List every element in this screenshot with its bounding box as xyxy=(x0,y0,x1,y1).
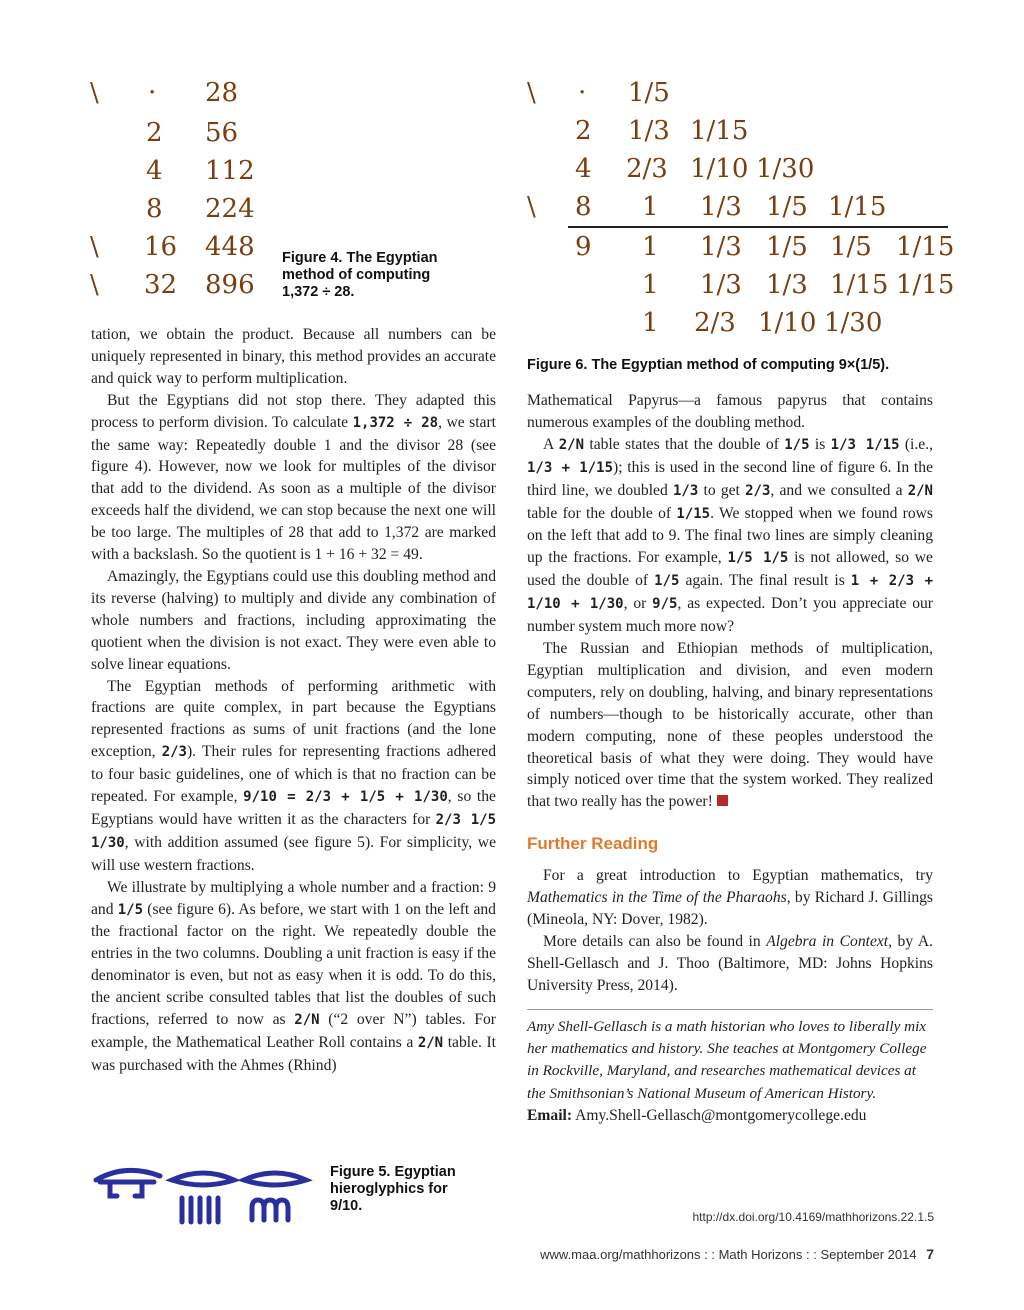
fig5-caption-line: 9/10. xyxy=(330,1198,363,1214)
text: to get xyxy=(698,481,746,499)
math: 2/N xyxy=(907,482,933,499)
text: , or xyxy=(623,595,653,613)
fig4-caption-line: 1,372 ÷ 28. xyxy=(282,284,355,300)
text: by A. Shell-Gellasch and J. Thoo (Baltimore, MD: Johns Hopkins University Press, 2014). xyxy=(527,932,933,994)
fig4-mark: \ xyxy=(90,232,99,262)
paragraph xyxy=(91,390,496,566)
fig6-cell: 1/3 xyxy=(700,232,742,262)
math: 1/3 1/15 xyxy=(830,436,900,453)
fig6-cell: 1/3 xyxy=(766,270,808,300)
fig6-cell: 1/3 xyxy=(700,192,742,222)
page-number: 7 xyxy=(926,1246,934,1262)
fig6-cell: 1 xyxy=(642,192,659,222)
math: 1,372 ÷ 28 xyxy=(352,414,439,431)
fig6-cell: 1 xyxy=(642,308,659,338)
text: is xyxy=(809,435,831,453)
paragraph xyxy=(527,434,933,638)
doi-link[interactable]: http://dx.doi.org/10.4169/mathhorizons.22.1.5 xyxy=(692,1210,934,1224)
fig6-left: 9 xyxy=(575,232,592,262)
text: is not allowed, so we used the double of xyxy=(527,549,933,590)
text: A xyxy=(543,435,559,453)
fig6-left: 8 xyxy=(575,192,592,222)
math: 2/3 1/5 1/30 xyxy=(91,811,496,851)
fig6-cell: 1/15 xyxy=(828,192,887,222)
fig4-left: 32 xyxy=(144,270,178,300)
fig4-left: 8 xyxy=(146,194,163,224)
fig4-right: 56 xyxy=(205,118,239,148)
text: , with addition assumed (see figure 5). For simplicity, we will use western fractions. xyxy=(91,833,496,874)
fig6-cell: 1/5 xyxy=(830,232,872,262)
fig5-caption xyxy=(330,1164,490,1215)
reference xyxy=(527,931,933,997)
fig4-left: 4 xyxy=(146,156,163,186)
fig4-right: 896 xyxy=(205,270,255,300)
fig6-mark: \ xyxy=(527,78,536,108)
fig6-sum-line xyxy=(568,226,948,228)
fig6-cell: 1/5 xyxy=(766,232,808,262)
divider xyxy=(527,1009,933,1010)
text: ). Their rules for representing fractions adhered to four basic guidelines, one of which is that no fraction can be repeated. For example, xyxy=(91,743,497,806)
paragraph: tation, we obtain the product. Because all numbers can be uniquely represented in binary, this method provides an accurate and quick way to perform multiplication. xyxy=(91,326,496,387)
fig6-cell: 2/3 xyxy=(626,154,668,184)
book-title: Algebra in Context, xyxy=(766,932,893,950)
fig4-mark: \ xyxy=(90,270,99,300)
fig5-caption-line: Figure 5. Egyptian xyxy=(330,1164,456,1180)
fig4-left: · xyxy=(148,78,157,108)
fig6-caption-text: Figure 6. The Egyptian method of computing xyxy=(527,357,839,373)
fig4-right: 112 xyxy=(205,156,255,186)
math: 1/3 + 1/15 xyxy=(527,459,614,476)
text: We illustrate by multiplying a whole number and a fraction: 9 and xyxy=(91,878,496,918)
fig6-mark: \ xyxy=(527,192,536,222)
fig6-left: 4 xyxy=(575,154,592,184)
fig6-cell: 1/3 xyxy=(700,270,742,300)
fig4-right: 28 xyxy=(205,78,239,108)
footer-text: www.maa.org/mathhorizons : : Math Horizons : : September 2014 xyxy=(540,1247,917,1262)
text: ); this is used in the second line of figure 6. In the third line, we doubled xyxy=(527,458,933,499)
fig6-caption-math: 9×(1/5). xyxy=(838,357,890,373)
page-footer xyxy=(540,1246,934,1262)
fig5-caption-line: hieroglyphics for xyxy=(330,1181,448,1197)
text: (“2 over N”) tables. For example, the Mathematical Leather Roll contains a xyxy=(91,1011,496,1051)
book-title: Mathematics in the Time of the Pharaohs, xyxy=(527,889,791,907)
paragraph xyxy=(91,877,496,1077)
further-reading-heading: Further Reading xyxy=(527,834,659,854)
text: by Richard J. Gillings (Mineola, NY: Dover, 1982). xyxy=(527,889,933,928)
math: 1/5 1/5 xyxy=(727,550,789,567)
math: 2/3 xyxy=(745,482,771,499)
text: , and we consulted a xyxy=(770,481,908,499)
math: 1/15 xyxy=(676,505,711,522)
math: 2/N xyxy=(558,436,585,453)
fig6-cell: 1/15 xyxy=(690,116,749,146)
fig6-cell: 1/10 xyxy=(758,308,817,338)
text: table states that the double of xyxy=(584,435,785,453)
fig6-cell: 1 xyxy=(642,232,659,262)
text: The Russian and Ethiopian methods of multiplication, Egyptian multiplication and division, and even modern computers, rely on doubling, halving, and binary representations of numbers—though to be historically accurate, other than modern computing, none of these peoples understood the theoretical basis of what they were doing. They would have simply noticed over time that the system worked. They realized that two really has the power! xyxy=(527,639,933,811)
math: 1/5 xyxy=(784,436,810,453)
text: , we start the same way: Repeatedly double 1 and the divisor 28 (see figure 4). However, now we look for multiples of the divisor that add to the dividend. As soon as a multiple of the divisor exceeds half the dividend, we can stop because the next one will be too large. The multiples of 28 that add to 1,372 are marked with a backslash. So the quotient is 1 + 16 + 32 = 49. xyxy=(91,413,496,564)
text: For a great introduction to Egyptian mathematics, try xyxy=(543,867,933,885)
math: 9/5 xyxy=(652,596,678,613)
fig4-caption-line: Figure 4. The Egyptian xyxy=(282,250,438,266)
fig4-left: 2 xyxy=(146,118,163,148)
math: 1/3 xyxy=(672,482,699,499)
left-column xyxy=(91,324,496,1077)
fig6-cell: 1/15 xyxy=(896,232,955,262)
math: 1 + 2/3 + 1/10 + 1/30 xyxy=(527,573,934,613)
text: But the Egyptians did not stop there. They adapted this process to perform division. To calculate xyxy=(91,391,496,431)
fig4-left: 16 xyxy=(144,232,178,262)
math: 2/N xyxy=(294,1012,320,1029)
hieroglyph-9-10 xyxy=(90,1160,318,1226)
email-label: Email: xyxy=(527,1107,573,1125)
fig6-cell: 1/5 xyxy=(628,78,670,108)
fig6-cell: 1/10 xyxy=(690,154,749,184)
paragraph xyxy=(91,676,496,877)
fig6-cell: 1/3 xyxy=(628,116,670,146)
paragraph: Amazingly, the Egyptians could use this doubling method and its reverse (halving) to multiply and divide any combination of whole numbers and fractions, including approximating the quotient when the division is not exact. They were even able to solve linear equations. xyxy=(91,567,496,673)
text: , as expected. Don’t you appreciate our number system much more now? xyxy=(527,595,933,636)
fig6-left: · xyxy=(578,78,587,108)
fig6-cell: 1 xyxy=(642,270,659,300)
text: The Egyptian methods of performing arithmetic with fractions are quite complex, in part because the Egyptians represented fractions as sums of unit fractions (and the lone exception, xyxy=(91,677,496,761)
text: again. The final result is xyxy=(679,572,851,590)
fig4-right: 224 xyxy=(205,194,255,224)
fig6-cell: 1/30 xyxy=(756,154,815,184)
text: table. It was purchased with the Ahmes (Rhind) xyxy=(91,1034,496,1074)
fig6-cell: 1/5 xyxy=(766,192,808,222)
text: More details can also be found in xyxy=(543,932,767,950)
text: . We stopped when we found rows on the left that add to 9. The final two lines are simply cleaning up the fractions. For example, xyxy=(527,504,933,567)
paragraph: Mathematical Papyrus—a famous papyrus that contains numerous examples of the doubling method. xyxy=(527,392,933,431)
end-mark-icon xyxy=(717,795,728,806)
fig4-caption-line: method of computing xyxy=(282,267,431,283)
text: (i.e., xyxy=(899,435,933,453)
fig4-mark: \ xyxy=(90,78,99,108)
math: 1/5 xyxy=(654,573,680,590)
math: 2/N xyxy=(417,1035,444,1051)
author-bio: Amy Shell-Gellasch is a math historian who loves to liberally mix her mathematics and history. She teaches at Montgomery College in Rockville, Maryland, and researches mathematical devices at the Smithsonian’s National Museum of American History. xyxy=(527,1017,927,1102)
text: table for the double of xyxy=(527,504,677,522)
fig6-cell: 1/30 xyxy=(824,308,883,338)
right-column xyxy=(527,390,933,1127)
fig6-cell: 2/3 xyxy=(694,308,736,338)
fig4-caption xyxy=(282,250,462,301)
fig6-cell: 1/15 xyxy=(830,270,889,300)
reference xyxy=(527,865,933,931)
fig6-cell: 1/15 xyxy=(896,270,955,300)
email-address[interactable]: Amy.Shell-Gellasch@montgomerycollege.edu xyxy=(575,1107,867,1125)
math: 9/10 = 2/3 + 1/5 + 1/30 xyxy=(243,789,448,806)
fig6-caption xyxy=(527,357,947,374)
paragraph xyxy=(527,638,933,813)
math: 1/5 xyxy=(117,901,144,918)
fig4-right: 448 xyxy=(205,232,255,262)
text: (see figure 6). As before, we start with 1 on the left and the fractional factor on the right. We repeatedly double the entries in the two columns. Doubling a unit fraction is easy if the denominator is even, but not as easy when it is odd. To do this, the ancient scribe consulted tables that list the doubles of such fractions, referred to now as xyxy=(91,900,496,1029)
email-line xyxy=(527,1105,933,1127)
math: 2/3 xyxy=(161,744,187,761)
text: , so the Egyptians would have written it as the characters for xyxy=(91,788,496,828)
fig6-left: 2 xyxy=(575,116,592,146)
